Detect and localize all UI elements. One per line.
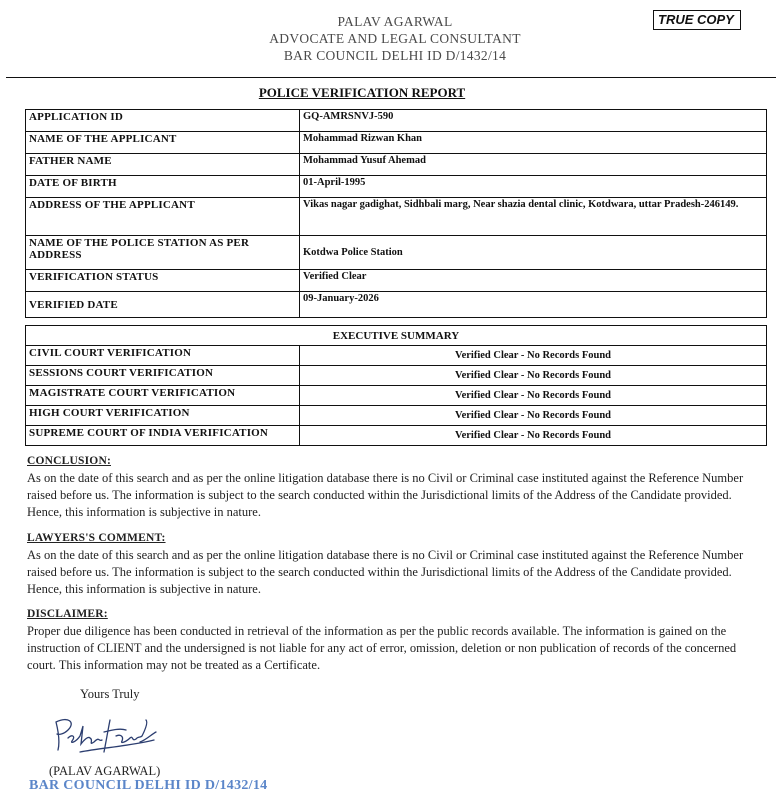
dob-value: 01-April-1995 <box>300 176 767 198</box>
address-label: ADDRESS OF THE APPLICANT <box>26 198 300 236</box>
high-court-label: HIGH COURT VERIFICATION <box>26 406 300 426</box>
sessions-court-value: Verified Clear - No Records Found <box>300 366 767 386</box>
application-details-table <box>25 109 767 318</box>
true-copy-stamp: TRUE COPY <box>653 10 741 30</box>
father-name-label: FATHER NAME <box>26 154 300 176</box>
high-court-value: Verified Clear - No Records Found <box>300 406 767 426</box>
lawyers-comment-heading: LAWYERS'S COMMENT: <box>27 532 166 544</box>
applicant-name-value: Mohammad Rizwan Khan <box>300 132 767 154</box>
table-row <box>26 426 767 446</box>
civil-court-value: Verified Clear - No Records Found <box>300 346 767 366</box>
verified-date-label: VERIFIED DATE <box>26 292 300 318</box>
disclaimer-text: Proper due diligence has been conducted in retrieval of the information as per the public records available. The information is gained on the instruction of CLIENT and the undersigned is not liable for any act of error, omission, deletion or non publication of records of the concerned court. This information may not be treated as a Certificate. <box>27 624 737 672</box>
table-row <box>26 110 767 132</box>
closing-salutation: Yours Truly <box>80 687 140 701</box>
disclaimer-heading: DISCLAIMER: <box>27 608 108 620</box>
signatory-name: (PALAV AGARWAL) <box>49 764 161 778</box>
table-row <box>26 236 767 270</box>
lawyers-comment-section <box>27 530 759 598</box>
application-id-value: GQ-AMRSNVJ-590 <box>300 110 767 132</box>
sessions-court-label: SESSIONS COURT VERIFICATION <box>26 366 300 386</box>
police-station-value: Kotdwa Police Station <box>300 236 767 270</box>
advocate-name: PALAV AGARWAL <box>337 14 453 29</box>
magistrate-court-value: Verified Clear - No Records Found <box>300 386 767 406</box>
conclusion-heading: CONCLUSION: <box>27 455 111 467</box>
police-station-label: NAME OF THE POLICE STATION AS PER ADDRESS <box>26 236 300 270</box>
advocate-bar-id: BAR COUNCIL DELHI ID D/1432/14 <box>283 48 507 63</box>
report-title <box>0 85 724 101</box>
table-row <box>26 326 767 346</box>
executive-summary-title: EXECUTIVE SUMMARY <box>26 326 767 346</box>
table-row <box>26 154 767 176</box>
conclusion-text: As on the date of this search and as per the online litigation database there is no Civil or Criminal case instituted against the Reference Number raised before us. The information is subject to the search conducted within the Jurisdictional limits of the Address of the Candidate provided. Hence, this information is subjective in nature. <box>27 471 744 519</box>
lawyers-comment-text: As on the date of this search and as per the online litigation database there is no Civil or Criminal case instituted against the Reference Number raised before us. The information is subject to the search conducted within the Jurisdictional limits of the Address of the Candidate provided. Hence, this information is subjective in nature. <box>27 548 744 596</box>
civil-court-label: CIVIL COURT VERIFICATION <box>26 346 300 366</box>
supreme-court-label: SUPREME COURT OF INDIA VERIFICATION <box>26 426 300 446</box>
verified-date-value: 09-January-2026 <box>300 292 767 318</box>
magistrate-court-label: MAGISTRATE COURT VERIFICATION <box>26 386 300 406</box>
signature-image <box>50 708 160 763</box>
table-row <box>26 406 767 426</box>
table-row <box>26 198 767 236</box>
table-row <box>26 270 767 292</box>
signatory-bar-id: BAR COUNCIL DELHI ID D/1432/14 <box>29 778 268 793</box>
table-row <box>26 292 767 318</box>
table-row <box>26 386 767 406</box>
application-id-label: APPLICATION ID <box>26 110 300 132</box>
father-name-value: Mohammad Yusuf Ahemad <box>300 154 767 176</box>
table-row <box>26 366 767 386</box>
table-row <box>26 346 767 366</box>
disclaimer-section <box>27 606 759 674</box>
address-value: Vikas nagar gadighat, Sidhbali marg, Near shazia dental clinic, Kotdwara, uttar Pradesh-246149. <box>300 198 767 236</box>
verification-status-label: VERIFICATION STATUS <box>26 270 300 292</box>
table-row <box>26 132 767 154</box>
dob-label: DATE OF BIRTH <box>26 176 300 198</box>
table-row <box>26 176 767 198</box>
supreme-court-value: Verified Clear - No Records Found <box>300 426 767 446</box>
report-title-text: POLICE VERIFICATION REPORT <box>258 85 466 100</box>
applicant-name-label: NAME OF THE APPLICANT <box>26 132 300 154</box>
header-divider <box>6 77 776 78</box>
executive-summary-table <box>25 325 767 446</box>
advocate-designation: ADVOCATE AND LEGAL CONSULTANT <box>269 31 521 46</box>
conclusion-section <box>27 453 759 521</box>
verification-status-value: Verified Clear <box>300 270 767 292</box>
